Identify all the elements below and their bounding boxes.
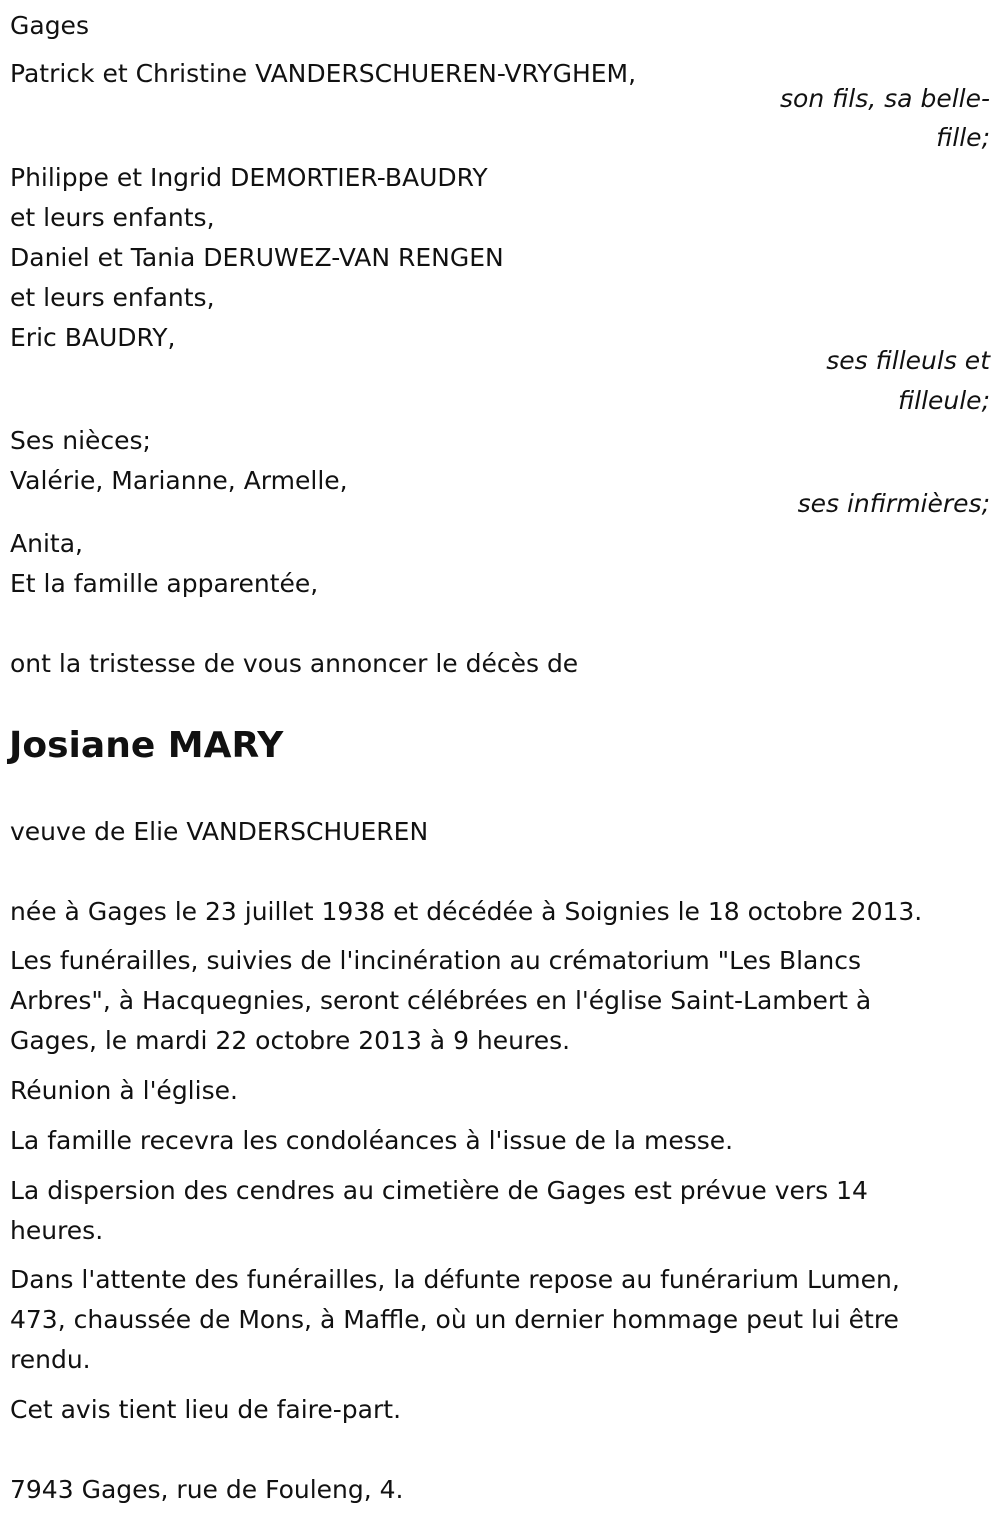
funeral-line-2: Arbres", à Hacquegnies, seront célébrées en l'église Saint-Lambert à — [10, 986, 872, 1015]
widow-of: veuve de Elie VANDERSCHUEREN — [10, 817, 429, 846]
repose-line-1: Dans l'attente des funérailles, la défunte repose au funérarium Lumen, — [10, 1265, 900, 1294]
announcement-intro: ont la tristesse de vous annoncer le décès de — [10, 649, 579, 678]
godchild-1: Philippe et Ingrid DEMORTIER-BAUDRY — [10, 163, 488, 192]
funeral-line-3: Gages, le mardi 22 octobre 2013 à 9 heures. — [10, 1026, 571, 1055]
ashes-line-1: La dispersion des cendres au cimetière de Gages est prévue vers 14 — [10, 1176, 868, 1205]
godchild-2: Daniel et Tania DERUWEZ-VAN RENGEN — [10, 243, 504, 272]
godchild-2-children: et leurs enfants, — [10, 283, 215, 312]
funeral-line-1: Les funérailles, suivies de l'incinération au crématorium "Les Blancs — [10, 946, 861, 975]
son-couple: Patrick et Christine VANDERSCHUEREN-VRYGHEM, — [10, 59, 637, 88]
deceased-name: Josiane MARY — [9, 725, 284, 766]
extended-family: Et la famille apparentée, — [10, 569, 319, 598]
address: 7943 Gages, rue de Fouleng, 4. — [10, 1475, 404, 1504]
nieces-intro: Ses nièces; — [10, 426, 151, 455]
nurses-names: Valérie, Marianne, Armelle, — [10, 466, 348, 495]
anita: Anita, — [10, 529, 83, 558]
ashes-line-2: heures. — [10, 1216, 104, 1245]
godchild-role-line-2: filleule; — [897, 386, 990, 415]
son-role-line-1: son fils, sa belle- — [780, 84, 990, 113]
repose-line-3: rendu. — [10, 1345, 91, 1374]
godchild-role-line-1: ses filleuls et — [826, 346, 990, 375]
notice: Cet avis tient lieu de faire-part. — [10, 1395, 402, 1424]
birth-death: née à Gages le 23 juillet 1938 et décédée à Soignies le 18 octobre 2013. — [10, 897, 923, 926]
town-heading: Gages — [10, 11, 89, 40]
godchild-1-children: et leurs enfants, — [10, 203, 215, 232]
meeting: Réunion à l'église. — [10, 1076, 238, 1105]
repose-line-2: 473, chaussée de Mons, à Maffle, où un dernier hommage peut lui être — [10, 1305, 899, 1334]
nurses-role: ses infirmières; — [797, 489, 990, 518]
son-role-line-2: fille; — [936, 123, 990, 152]
condolences: La famille recevra les condoléances à l'issue de la messe. — [10, 1126, 734, 1155]
godchild-3: Eric BAUDRY, — [10, 323, 176, 352]
